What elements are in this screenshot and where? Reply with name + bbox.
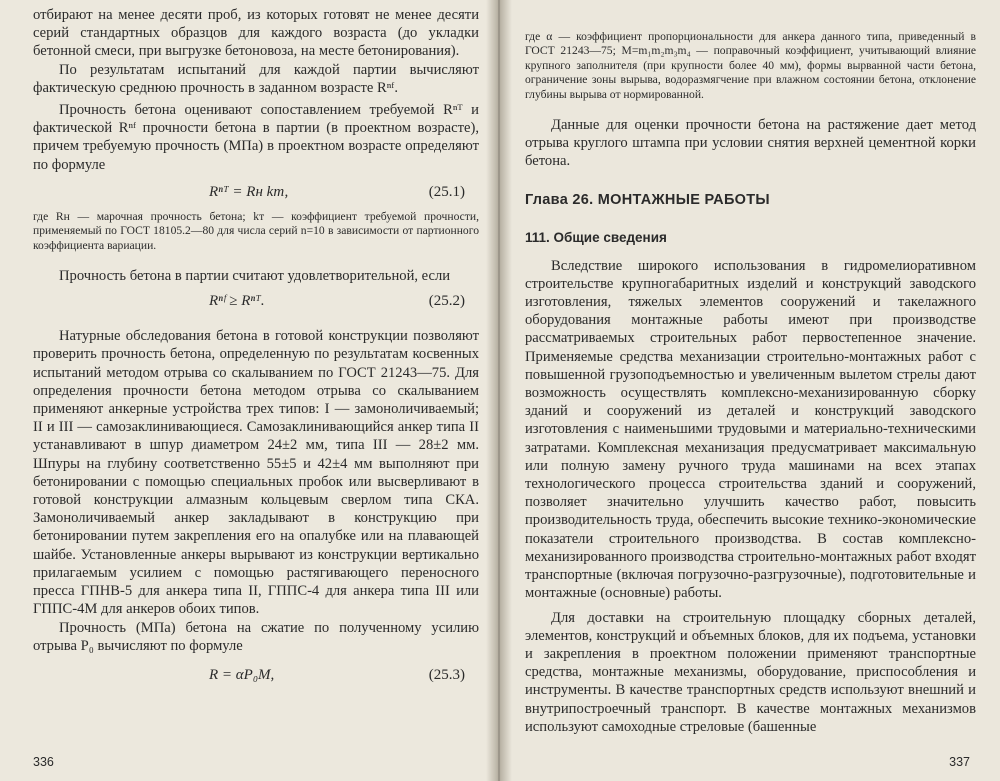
- formula-25-1-expression: Rⁿᵀ = Rн kт,: [209, 183, 289, 200]
- right-paragraph-1: Данные для оценки прочности бетона на растяжение дает метод отрыва круглого штампа при условии снятия верхней цементной корки бетона.: [525, 117, 976, 170]
- formula-25-1: [33, 182, 479, 204]
- formula-25-2-number: (25.2): [428, 293, 465, 310]
- right-footnote-1: где α — коэффициент пропорциональности для анкера данного типа, приведенный в ГОСТ 21243—75; M=m₁m₂m₃m₄ — поправочный коэффициент, учитывающий влияние крупного заполнителя (при крупности более 40 мм), формы вырванной части бетона, ограничение зоны вырыва, водоразмягчение при влажном состоянии бетона, отклонение глубины вырыва от нормированной.: [525, 30, 976, 101]
- left-paragraph-1: отбирают на менее десяти проб, из которых готовят не менее десяти серий стандартных образцов для каждого возраста (до укладки бетонной смеси, при выгрузке бетоновоза, на месте бетонирования).: [33, 7, 479, 60]
- formula-25-3-expression: R = αP₀M,: [209, 666, 275, 683]
- right-page: [497, 0, 1000, 781]
- left-paragraph-4: Прочность бетона в партии считают удовлетворительной, если: [59, 268, 451, 285]
- right-paragraph-2: Вследствие широкого использования в гидромелиоративном строительстве крупногабаритных изделий и конструкций заводского изготовления, тяжелых элементов сооружений и такелажного оборудования монтажные работы имеют при производстве рассматриваемых строительных работ первостепенное значение. Применяемые средства механизации строительно-монтажных работ с повышенной грузоподъемностью и увеличенным вылетом стрелы дают возможность осуществлять комплексно-механизированную сборку зданий и сооружений из деталей и конструкций заводского изготовления с наименьшими трудовыми и материально-техническими затратами. Комплексная механизация предусматривает максимальную или полную замену ручного труда машинами на всех этапах технологического процесса строительства зданий и сооружений, позволяет значительно улучшить качество работ, повысить производительность труда, обеспечить высокие технико-экономические показатели строительного производства. В состав комплексно-механизированного производства строительно-монтажных работ входят транспортные (включая погрузочно-разгрузочные), подготовительные и монтажные (основные) работы.: [525, 257, 976, 602]
- right-paragraph-3: Для доставки на строительную площадку сборных деталей, элементов, конструкций и объемных блоков, для их подъема, установки и закрепления в проектном положении применяют транспортные средства, монтажные механизмы, оборудование, приспособления и инструменты. В качестве транспортных средств используют внешний и внутрипостроечный транспорт. В качестве монтажных механизмов используют самоходные стреловые (башенные: [525, 609, 976, 735]
- right-page-number: 337: [949, 755, 970, 769]
- section-title: 111. Общие сведения: [525, 229, 667, 245]
- left-paragraph-3: Прочность бетона оценивают сопоставлением требуемой Rⁿᵀ и фактической Rⁿᶠ прочности бетона в партии (в проектном возрасте), причем требуемую прочность (МПа) в проектном возрасте определяют по формуле: [33, 102, 479, 173]
- left-page: [0, 0, 497, 781]
- chapter-title: Глава 26. МОНТАЖНЫЕ РАБОТЫ: [525, 191, 770, 208]
- formula-25-3-number: (25.3): [428, 666, 465, 683]
- left-paragraph-5: Натурные обследования бетона в готовой конструкции позволяют проверить прочность бетона, определенную по результатам косвенных испытаний методом отрыва со скалыванием по ГОСТ 21243—75. Для определения прочности бетона методом отрыва со скалыванием применяют анкерные устройства трех типов: I — замоноличиваемый; II и III — самозаклинивающиеся. Самозаклинивающийся анкер типа II устанавливают в шпур диаметром 24±2 мм, типа III — 28±2 мм. Шпуры на глубину соответственно 55±5 и 42±4 мм выполняют при бетонировании с помощью специальных пробок или высверливают в готовой конструкции алмазным кольцевым сверлом типа СКА. Замоноличиваемый анкер закладывают в конструкцию при бетонировании путем закрепления его на опалубке или на плавающей шайбе. Установленные анкеры вырывают из конструкции вертикально прилагаемым усилием с помощью растягивающего переносного пресса ГПНВ-5 для анкера типа II, ГППС-4 для анкера типа III или ГППС-4М для анкеров обоих типов.: [33, 328, 479, 618]
- left-paragraph-2: По результатам испытаний для каждой партии вычисляют фактическую среднюю прочность в заданном возрасте Rⁿᶠ.: [33, 61, 479, 96]
- left-page-number: 336: [33, 755, 54, 769]
- formula-25-1-number: (25.1): [428, 183, 465, 200]
- left-paragraph-6: Прочность (МПа) бетона на сжатие по полученному усилию отрыва P₀ вычисляют по формуле: [33, 619, 479, 654]
- formula-25-2-expression: Rⁿᶠ ≥ Rⁿᵀ.: [209, 293, 265, 310]
- formula-25-2: [33, 291, 479, 313]
- formula-25-3: [33, 665, 479, 687]
- left-footnote-1: где Rн — марочная прочность бетона; kт — коэффициент требуемой прочности, применяемый по ГОСТ 18105.2—80 для числа серий n=10 в зависимости от партионного коэффициента вариации.: [33, 209, 479, 252]
